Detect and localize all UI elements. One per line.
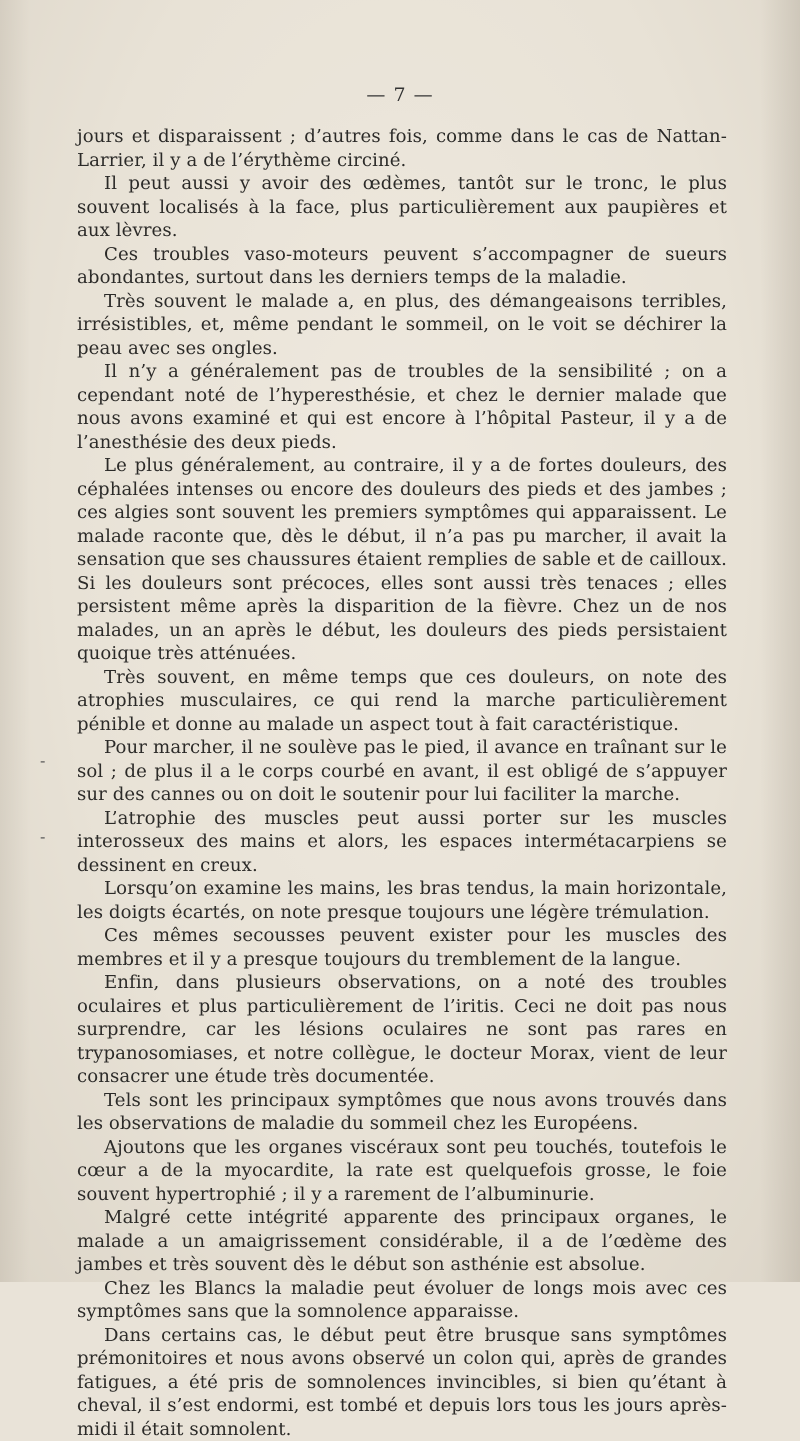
- paragraph: jours et disparaissent ; d’autres fois, comme dans le cas de Nattan-Larrier, il y a de l’érythème circiné.: [77, 125, 727, 172]
- paragraph: Chez les Blancs la maladie peut évoluer de longs mois avec ces symptômes sans que la somnolence apparaisse.: [77, 1277, 727, 1324]
- paragraph: Très souvent le malade a, en plus, des démangeaisons terribles, irrésistibles, et, même pendant le sommeil, on le voit se déchirer la peau avec ses ongles.: [77, 290, 727, 361]
- paragraph: Il n’y a généralement pas de troubles de la sensibilité ; on a cependant noté de l’hyperesthésie, et chez le dernier malade que nous avons examiné et qui est encore à l’hôpital Pasteur, il y a de l’anesthésie des deux pieds.: [77, 360, 727, 454]
- paragraph: Ajoutons que les organes viscéraux sont peu touchés, toutefois le cœur a de la myocardite, la rate est quelquefois grosse, le foie souvent hypertrophié ; il y a rarement de l’albuminurie.: [77, 1136, 727, 1207]
- paragraph: Enfin, dans plusieurs observations, on a noté des troubles oculaires et plus particulièrement de l’iritis. Ceci ne doit pas nous surprendre, car les lésions oculaires ne sont pas rares en trypanosomiases, et notre collègue, le docteur Morax, vient de leur consacrer une étude très documentée.: [77, 971, 727, 1089]
- paragraph: Très souvent, en même temps que ces douleurs, on note des atrophies musculaires, ce qui rend la marche particulièrement pénible et donne au malade un aspect tout à fait caractéristique.: [77, 666, 727, 737]
- paragraph: Lorsqu’on examine les mains, les bras tendus, la main horizontale, les doigts écartés, on note presque toujours une légère trémulation.: [77, 877, 727, 924]
- page-left-shadow: [0, 0, 30, 1282]
- margin-mark: -: [40, 827, 45, 846]
- body-text: [77, 125, 727, 1441]
- paragraph: Il peut aussi y avoir des œdèmes, tantôt sur le tronc, le plus souvent localisés à la face, plus particulièrement aux paupières et aux lèvres.: [77, 172, 727, 243]
- paragraph: Le plus généralement, au contraire, il y a de fortes douleurs, des céphalées intenses ou encore des douleurs des pieds et des jambes ; ces algies sont souvent les premiers symptômes qui apparaissent. Le malade raconte que, dès le début, il n’a pas pu marcher, il avait la sensation que ses chaussures étaient remplies de sable et de cailloux. Si les douleurs sont précoces, elles sont aussi très tenaces ; elles persistent même après la disparition de la fièvre. Chez un de nos malades, un an après le début, les douleurs des pieds persistaient quoique très atténuées.: [77, 454, 727, 666]
- page-number: — 7 —: [0, 84, 800, 106]
- paragraph: L’atrophie des muscles peut aussi porter sur les muscles interosseux des mains et alors, les espaces intermétacarpiens se dessinent en creux.: [77, 807, 727, 878]
- paragraph: Ces troubles vaso-moteurs peuvent s’accompagner de sueurs abondantes, surtout dans les derniers temps de la maladie.: [77, 243, 727, 290]
- paragraph: Pour marcher, il ne soulève pas le pied, il avance en traînant sur le sol ; de plus il a le corps courbé en avant, il est obligé de s’appuyer sur des cannes ou on doit le soutenir pour lui faciliter la marche.: [77, 736, 727, 807]
- paragraph: Dans certains cas, le début peut être brusque sans symptômes prémonitoires et nous avons observé un colon qui, après de grandes fatigues, a été pris de somnolences invincibles, si bien qu’étant à cheval, il s’est endormi, est tombé et depuis lors tous les jours après-midi il était somnolent.: [77, 1324, 727, 1441]
- page-right-shadow: [760, 0, 800, 1282]
- paragraph: Tels sont les principaux symptômes que nous avons trouvés dans les observations de maladie du sommeil chez les Européens.: [77, 1089, 727, 1136]
- paragraph: Malgré cette intégrité apparente des principaux organes, le malade a un amaigrissement considérable, il a de l’œdème des jambes et très souvent dès le début son asthénie est absolue.: [77, 1206, 727, 1277]
- paragraph: Ces mêmes secousses peuvent exister pour les muscles des membres et il y a presque toujours du tremblement de la langue.: [77, 924, 727, 971]
- margin-mark: -: [40, 751, 45, 770]
